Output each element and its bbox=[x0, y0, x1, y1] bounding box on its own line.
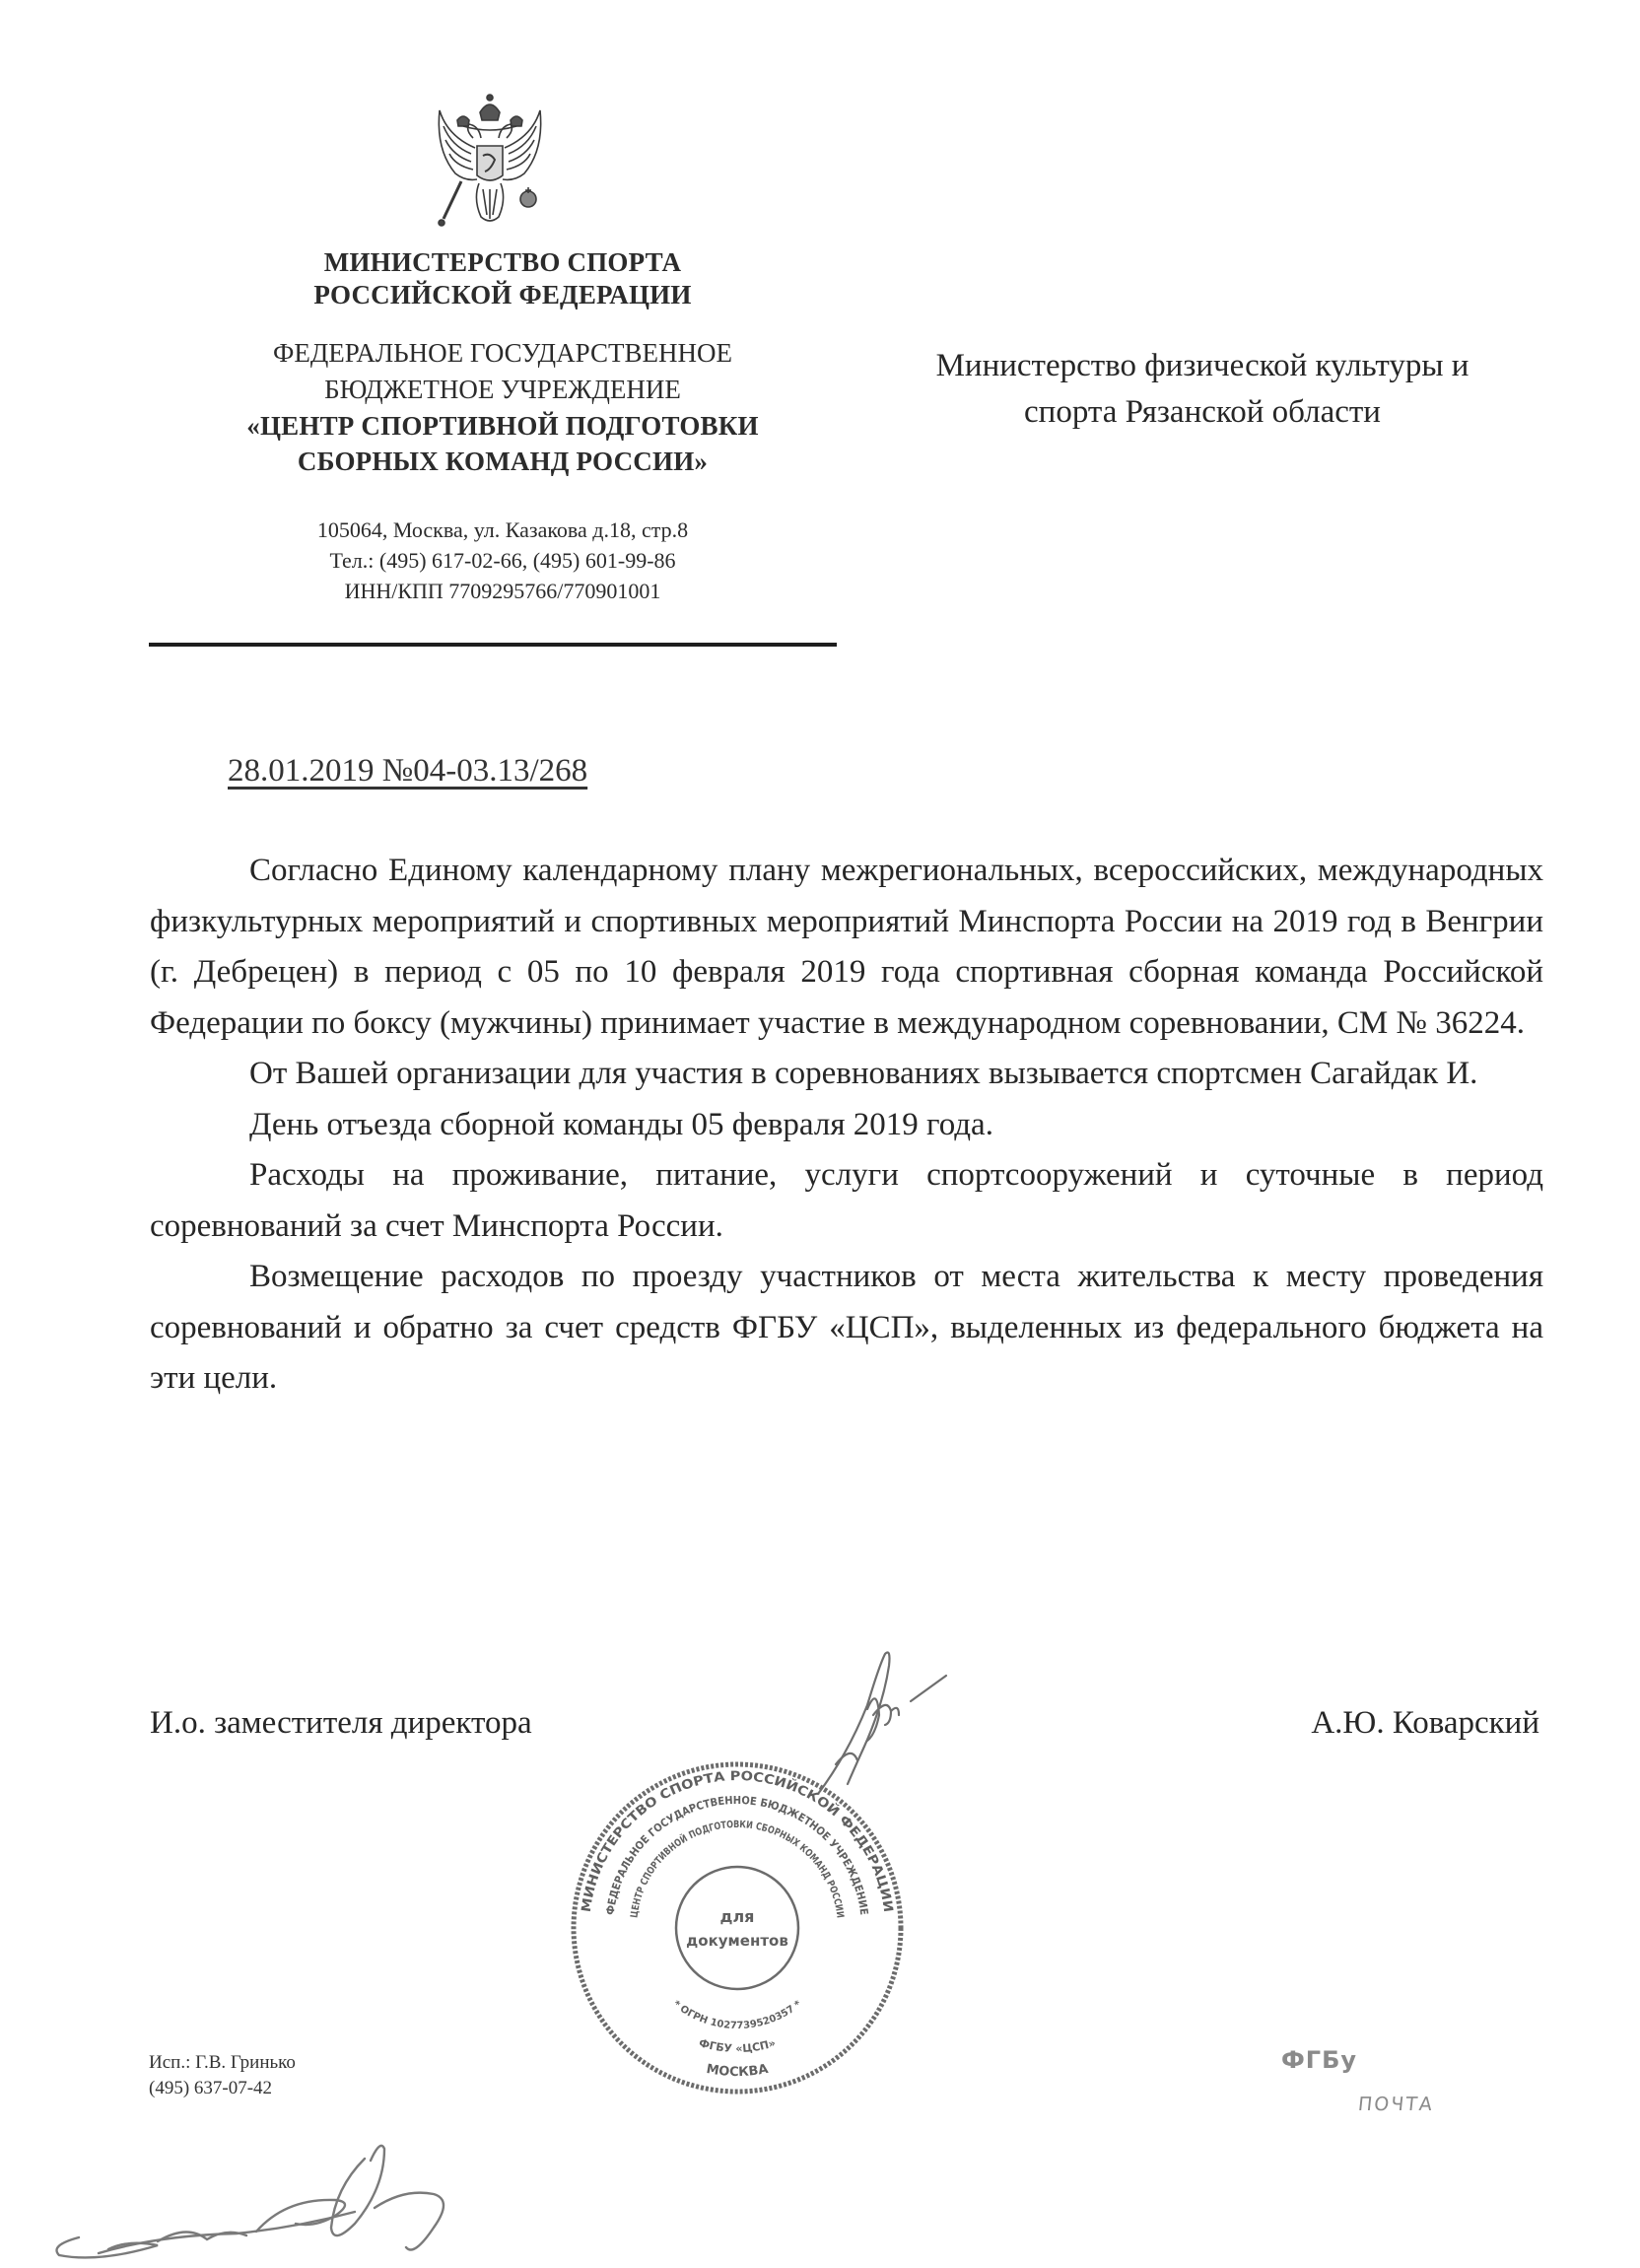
ministry-line-1: МИНИСТЕРСТВО СПОРТА bbox=[323, 247, 682, 277]
body-paragraph: От Вашей организации для участия в соревнованиях вызывается спортсмен Сагайдак И. bbox=[249, 1056, 1478, 1091]
seal-outer-ring: МИНИСТЕРСТВО СПОРТА РОССИЙСКОЙ ФЕДЕРАЦИИ bbox=[579, 1768, 896, 1914]
org-line-1: ФЕДЕРАЛЬНОЕ ГОСУДАРСТВЕННОЕ bbox=[273, 338, 732, 368]
org-inn-kpp: ИНН/КПП 7709295766/770901001 bbox=[344, 579, 661, 603]
reference-number: 28.01.2019 №04-03.13/268 bbox=[228, 753, 588, 789]
recipient-block bbox=[867, 343, 1538, 436]
letterhead-divider bbox=[149, 643, 837, 647]
org-line-4: СБОРНЫХ КОМАНД РОССИИ» bbox=[297, 447, 709, 476]
recipient-line-2: спорта Рязанской области bbox=[1024, 394, 1381, 430]
seal-city: МОСКВА bbox=[705, 2061, 770, 2081]
mail-stamp-label: ПОЧТА bbox=[1356, 2094, 1436, 2115]
seal-ogrn: * ОГРН 1027739520357 * bbox=[670, 1998, 804, 2032]
seal-center-line-1: для bbox=[719, 1907, 755, 1926]
body-paragraph: Согласно Единому календарному плану межрегиональных, всероссийских, международных физкультурных мероприятий и спортивных мероприятий Минспорта России на 2019 год в Венгрии (г. Дебрецен) в период с 05 по 10 февраля 2019 года спортивная сборная команда Российской Федерации по боксу (мужчины) принимает участие в международном соревновании, СМ № 36224. bbox=[150, 853, 1543, 1041]
org-line-3: «ЦЕНТР СПОРТИВНОЙ ПОДГОТОВКИ bbox=[246, 411, 759, 441]
executor-name: Исп.: Г.В. Гринько bbox=[149, 2052, 296, 2073]
recipient-line-1: Министерство физической культуры и bbox=[935, 348, 1469, 383]
double-headed-eagle-icon bbox=[422, 91, 558, 237]
official-seal bbox=[570, 1760, 905, 2096]
body-paragraph: День отъезда сборной команды 05 февраля 2019 года. bbox=[249, 1106, 993, 1142]
mail-stamp-org: ФГБу bbox=[1281, 2046, 1358, 2074]
coat-of-arms-icon bbox=[422, 91, 558, 237]
seal-second-ring: ФЕДЕРАЛЬНОЕ ГОСУДАРСТВЕННОЕ БЮДЖЕТНОЕ УЧРЕЖДЕНИЕ bbox=[603, 1793, 871, 1917]
letter-body bbox=[150, 846, 1543, 1405]
bottom-handwritten-signature-icon bbox=[39, 2129, 503, 2263]
org-address: 105064, Москва, ул. Казакова д.18, стр.8 bbox=[316, 517, 689, 542]
executor-block bbox=[149, 2050, 296, 2101]
seal-abbrev: ФГБУ «ЦСП» bbox=[697, 2036, 778, 2056]
org-phones: Тел.: (495) 617-02-66, (495) 601-99-86 bbox=[329, 548, 676, 573]
seal-center-line-2: документов bbox=[686, 1932, 788, 1950]
org-line-2: БЮДЖЕТНОЕ УЧРЕЖДЕНИЕ bbox=[324, 375, 681, 404]
ministry-line-2: РОССИЙСКОЙ ФЕДЕРАЦИИ bbox=[313, 280, 692, 309]
signatory-name: А.Ю. Коварский bbox=[1311, 1705, 1539, 1741]
executor-phone: (495) 637-07-42 bbox=[149, 2078, 273, 2098]
signatory-title: И.о. заместителя директора bbox=[150, 1705, 532, 1741]
body-paragraph: Расходы на проживание, питание, услуги спортсооружений и суточные в период соревнований за счет Минспорта России. bbox=[150, 1157, 1543, 1244]
body-paragraph: Возмещение расходов по проезду участников от места жительства к месту проведения соревнований и обратно за счет средств ФГБУ «ЦСП», выделенных из федерального бюджета на эти цели. bbox=[150, 1259, 1543, 1396]
seal-third-ring: ЦЕНТР СПОРТИВНОЙ ПОДГОТОВКИ СБОРНЫХ КОМАНД РОССИИ bbox=[629, 1819, 846, 1921]
